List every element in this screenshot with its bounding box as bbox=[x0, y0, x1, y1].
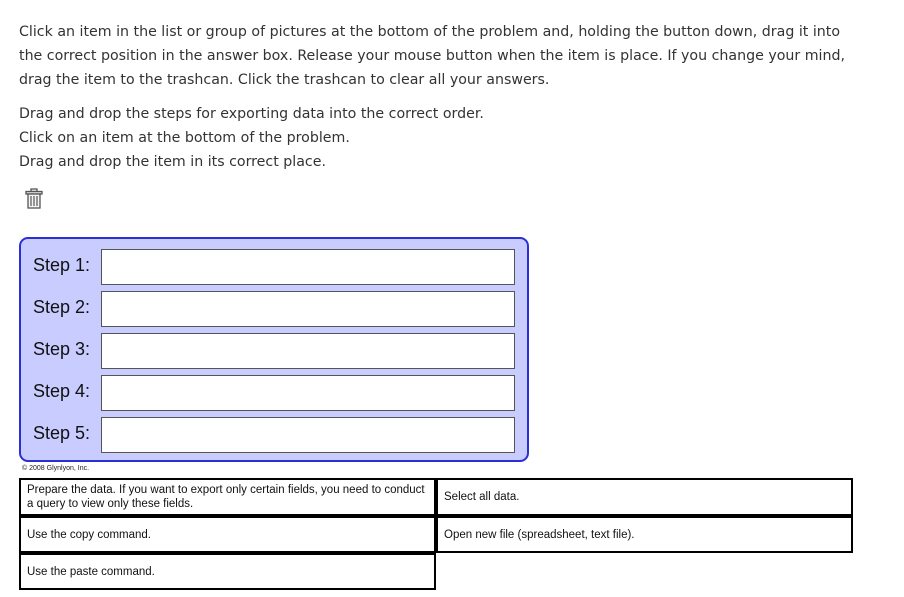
step-row bbox=[21, 375, 527, 411]
step-label: Step 3: bbox=[33, 339, 91, 359]
draggable-item[interactable]: Open new file (spreadsheet, text file). bbox=[436, 516, 853, 553]
trashcan-icon[interactable] bbox=[24, 188, 44, 210]
step-3-drop-slot[interactable] bbox=[101, 333, 515, 369]
step-label: Step 5: bbox=[33, 423, 91, 443]
prompt-text bbox=[19, 102, 484, 174]
prompt-line: Drag and drop the item in its correct place. bbox=[19, 154, 326, 170]
draggable-item[interactable]: Select all data. bbox=[436, 478, 853, 516]
draggable-item[interactable]: Prepare the data. If you want to export only certain fields, you need to conduct a query to view only these fields. bbox=[19, 478, 436, 516]
step-2-drop-slot[interactable] bbox=[101, 291, 515, 327]
step-1-drop-slot[interactable] bbox=[101, 249, 515, 285]
prompt-line: Drag and drop the steps for exporting data into the correct order. bbox=[19, 106, 484, 122]
prompt-line: Click on an item at the bottom of the problem. bbox=[19, 130, 350, 146]
step-row bbox=[21, 249, 527, 285]
draggable-item[interactable]: Use the copy command. bbox=[19, 516, 436, 553]
step-label: Step 2: bbox=[33, 297, 91, 317]
copyright-notice: © 2008 Glynlyon, Inc. bbox=[22, 465, 90, 472]
step-row bbox=[21, 291, 527, 327]
step-row bbox=[21, 333, 527, 369]
step-label: Step 1: bbox=[33, 255, 91, 275]
step-4-drop-slot[interactable] bbox=[101, 375, 515, 411]
step-5-drop-slot[interactable] bbox=[101, 417, 515, 453]
instructions-text: Click an item in the list or group of pictures at the bottom of the problem and, holding the button down, drag it into the correct position in the answer box. Release your mouse button when the item is place. If you change your mind, drag the item to the trashcan. Click the trashcan to clear all your answers. bbox=[19, 24, 846, 88]
draggable-item[interactable]: Use the paste command. bbox=[19, 553, 436, 590]
answer-box bbox=[19, 237, 529, 462]
step-label: Step 4: bbox=[33, 381, 91, 401]
step-row bbox=[21, 417, 527, 453]
